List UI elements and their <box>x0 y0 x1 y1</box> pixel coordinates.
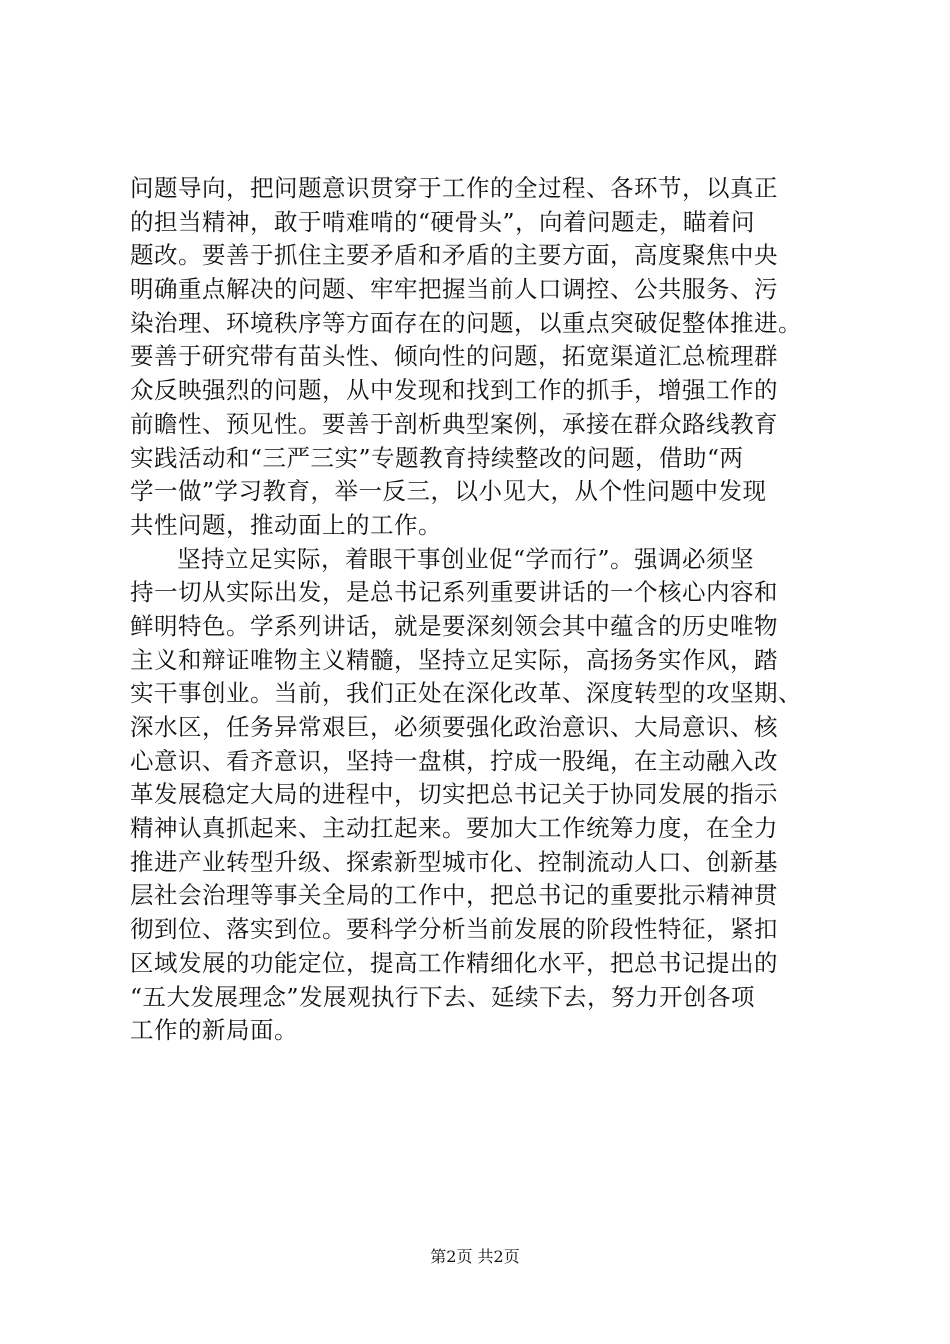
text-line: 染治理、环境秩序等方面存在的问题，以重点突破促整体推进。 <box>130 308 802 337</box>
text-line: 深水区，任务异常艰巨，必须要强化政治意识、大局意识、核 <box>130 713 778 741</box>
text-line: 持一切从实际出发，是总书记系列重要讲话的一个核心内容和 <box>130 578 778 607</box>
text-line: 共性问题，推动面上的工作。 <box>130 510 442 539</box>
text-line: 革发展稳定大局的进程中，切实把总书记关于协同发展的指示 <box>130 780 778 809</box>
text-line: 层社会治理等事关全局的工作中，把总书记的重要批示精神贯 <box>130 881 778 910</box>
text-line: 问题导向，把问题意识贯穿于工作的全过程、各环节，以真正 <box>130 174 778 202</box>
text-line: 工作的新局面。 <box>130 1016 298 1045</box>
text-line: 心意识、看齐意识，坚持一盘棋，拧成一股绳，在主动融入改 <box>130 746 778 775</box>
text-line: 主义和辩证唯物主义精髓，坚持立足实际，高扬务实作风，踏 <box>130 645 778 674</box>
text-line: 区域发展的功能定位，提高工作精细化水平，把总书记提出的 <box>130 948 778 977</box>
text-line: 要善于研究带有苗头性、倾向性的问题，拓宽渠道汇总梳理群 <box>130 342 778 371</box>
text-line: 实践活动和“三严三实”专题教育持续整改的问题，借助“两 <box>130 443 744 472</box>
text-line: 学一做”学习教育，举一反三，以小见大，从个性问题中发现 <box>130 477 767 506</box>
text-line: 精神认真抓起来、主动扛起来。要加大工作统筹力度，在全力 <box>130 814 778 843</box>
text-line: 明确重点解决的问题、牢牢把握当前人口调控、公共服务、污 <box>130 275 778 304</box>
text-line: 的担当精神，敢于啃难啃的“硬骨头”，向着问题走，瞄着问 <box>130 207 756 236</box>
text-line: 推进产业转型升级、探索新型城市化、控制流动人口、创新基 <box>130 847 778 876</box>
text-line: “五大发展理念”发展观执行下去、延续下去，努力开创各项 <box>130 982 756 1011</box>
text-line: 前瞻性、预见性。要善于剖析典型案例，承接在群众路线教育 <box>130 409 778 438</box>
text-line: 题改。要善于抓住主要矛盾和矛盾的主要方面，高度聚焦中央 <box>130 241 778 270</box>
text-line: 彻到位、落实到位。要科学分析当前发展的阶段性特征，紧扣 <box>130 915 778 944</box>
body-text <box>130 172 850 1048</box>
text-line: 鲜明特色。学系列讲话，就是要深刻领会其中蕴含的历史唯物 <box>130 611 778 640</box>
text-line: 实干事创业。当前，我们正处在深化改革、深度转型的攻坚期、 <box>130 679 802 708</box>
text-line: 众反映强烈的问题，从中发现和找到工作的抓手，增强工作的 <box>130 376 778 405</box>
page-number-footer: 第2页 共2页 <box>430 1247 520 1266</box>
paragraph-first-line: 坚持立足实际，着眼干事创业促“学而行”。强调必须坚 <box>177 544 755 573</box>
